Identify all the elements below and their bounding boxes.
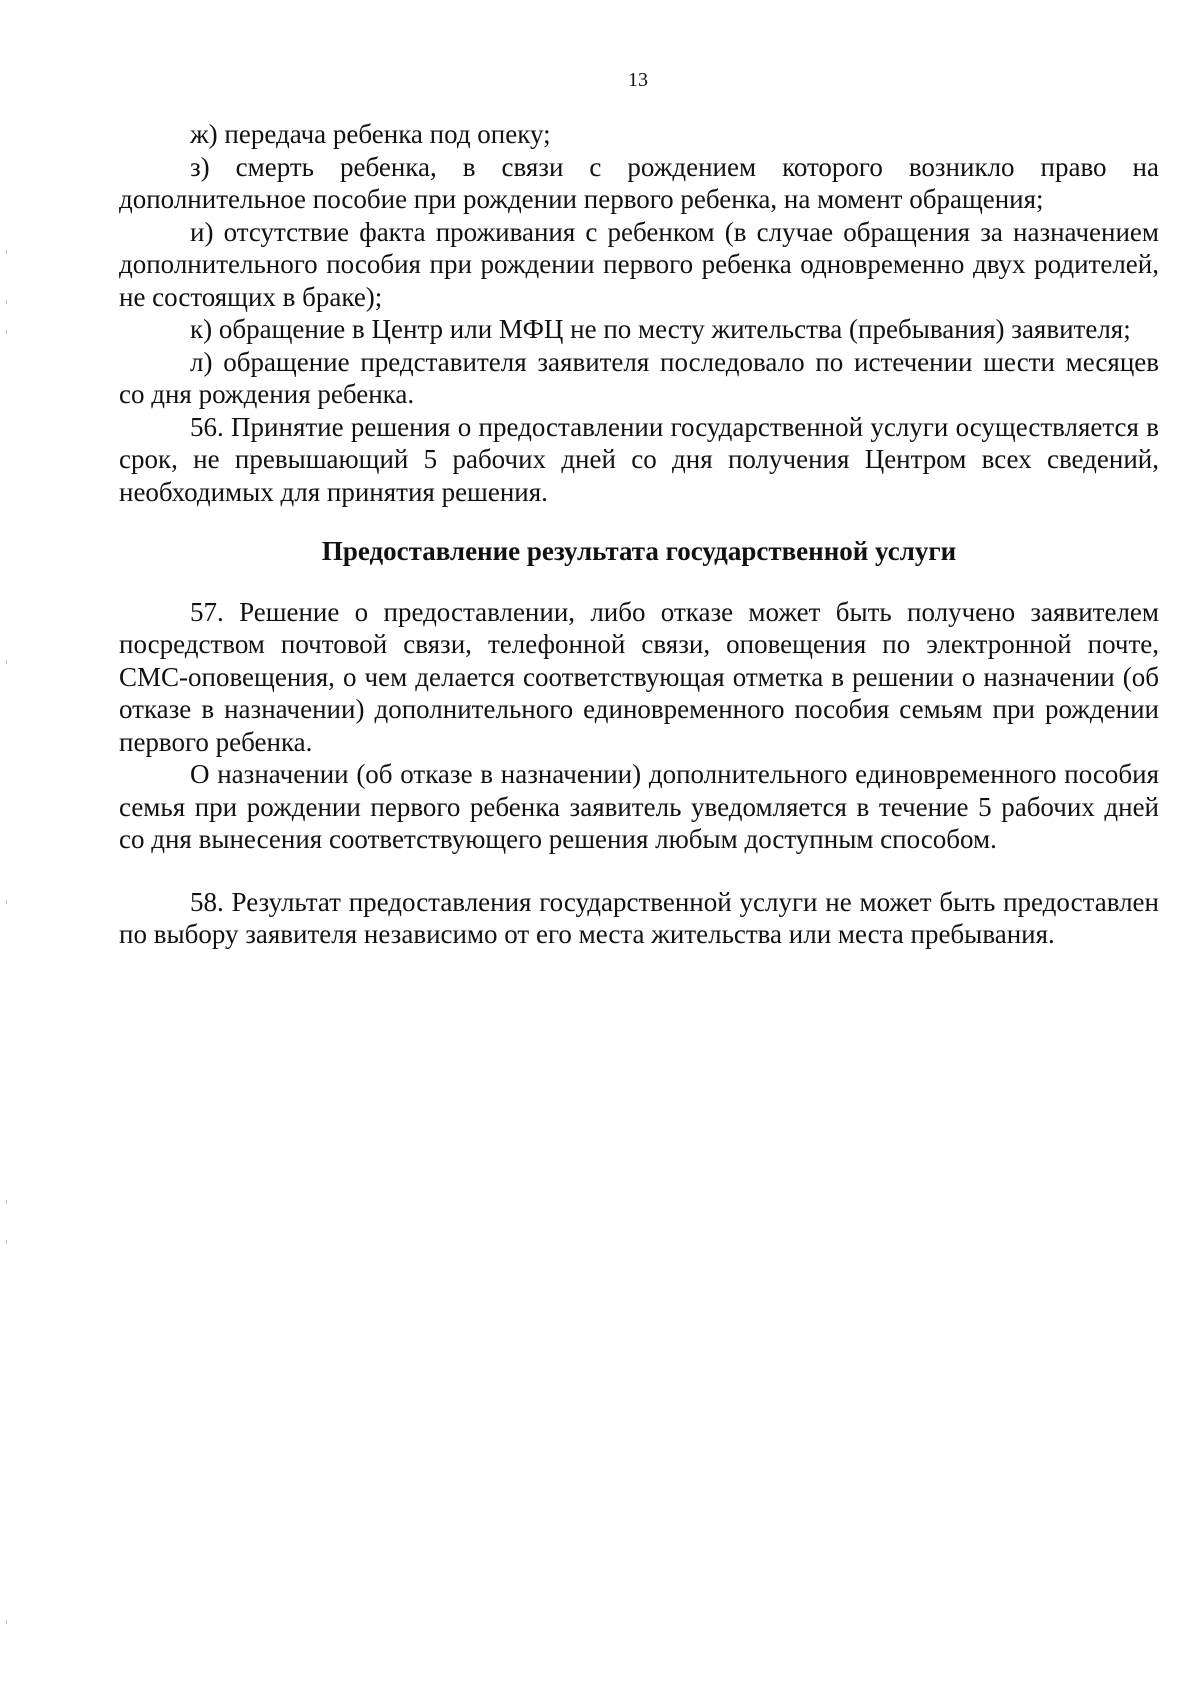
page-number: 13 [628, 69, 648, 91]
list-item-zh: ж) передача ребенка под опеку; [190, 119, 551, 149]
section-heading: Предоставление результата государственной услуги [321, 536, 957, 566]
paragraph-gap [119, 856, 1159, 886]
document-body [119, 118, 1159, 951]
list-item-i: и) отсутствие факта проживания с ребенком (в случае обращения за назначением дополнительного пособия при рождении первого ребенка одновременно двух родителей, не состоящих в браке); [119, 216, 1159, 312]
paragraph-58: 58. Результат предоставления государственной услуги не может быть предоставлен по выбору заявителя независимо от его места жительства или места пребывания. [119, 886, 1159, 949]
list-item-l: л) обращение представителя заявителя последовало по истечении шести месяцев со дня рождения ребенка. [119, 346, 1159, 409]
list-item-z: з) смерть ребенка, в связи с рождением которого возникло право на дополнительное пособие при рождении первого ребенка, на момент обращения; [119, 151, 1159, 214]
paragraph-57-notice: О назначении (об отказе в назначении) дополнительного единовременного пособия семья при рождении первого ребенка заявитель уведомляется в течение 5 рабочих дней со дня вынесения соответствующего решения любым доступным способом. [119, 759, 1159, 854]
list-item-k: к) обращение в Центр или МФЦ не по месту жительства (пребывания) заявителя; [190, 314, 1131, 344]
scan-edge-marks [0, 0, 14, 1696]
paragraph-57: 57. Решение о предоставлении, либо отказе может быть получено заявителем посредством почтовой связи, телефонной связи, оповещения по электронной почте, СМС-оповещения, о чем делается соответствующая отметка в решении о назначении (об отказе в назначении) дополнительного единовременного пособия семьям при рождении первого ребенка. [119, 596, 1159, 757]
paragraph-56: 56. Принятие решения о предоставлении государственной услуги осуществляется в срок, не превышающий 5 рабочих дней со дня получения Центром всех сведений, необходимых для принятия решения. [119, 411, 1159, 507]
